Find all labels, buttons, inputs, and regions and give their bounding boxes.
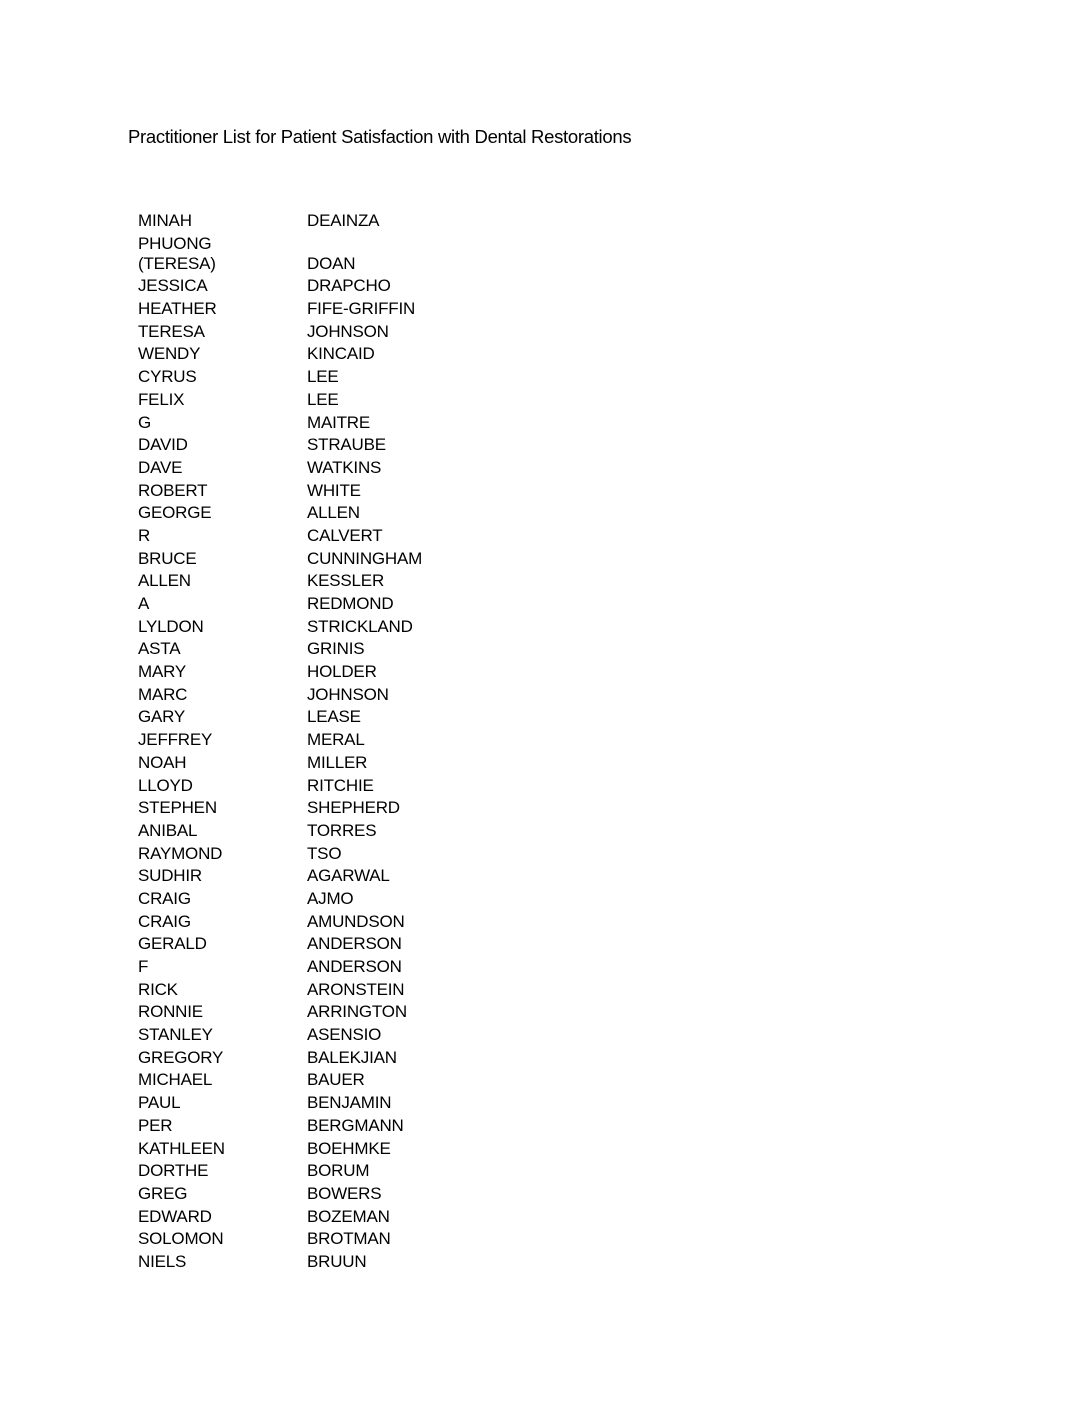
- practitioner-row: [138, 253, 507, 276]
- last-name: WATKINS: [307, 457, 382, 477]
- last-name: DOAN: [307, 253, 356, 273]
- first-name: JESSICA: [138, 276, 208, 296]
- practitioner-row: [138, 933, 507, 956]
- first-name: SOLOMON: [138, 1229, 224, 1249]
- first-name: GARY: [138, 707, 186, 727]
- first-name: GREG: [138, 1183, 188, 1203]
- first-name: GREGORY: [138, 1047, 224, 1067]
- last-name: BALEKJIAN: [307, 1047, 397, 1067]
- practitioner-row: [138, 210, 507, 233]
- practitioner-row: [138, 820, 507, 843]
- practitioner-row: [138, 956, 507, 979]
- practitioner-row: [138, 616, 507, 639]
- first-name: FELIX: [138, 389, 185, 409]
- practitioner-row: [138, 343, 507, 366]
- last-name: ASENSIO: [307, 1025, 382, 1045]
- practitioner-row: [138, 1115, 507, 1138]
- last-name: BAUER: [307, 1070, 365, 1090]
- first-name: MINAH: [138, 211, 192, 230]
- last-name: ARRINGTON: [307, 1002, 407, 1022]
- practitioner-row: [138, 865, 507, 888]
- first-name: PAUL: [138, 1093, 181, 1113]
- first-name: PER: [138, 1115, 173, 1135]
- practitioner-row: [138, 684, 507, 707]
- last-name: JOHNSON: [307, 321, 389, 341]
- practitioner-row: [138, 888, 507, 911]
- practitioner-row: [138, 1092, 507, 1115]
- first-name: (TERESA): [138, 253, 216, 273]
- practitioner-row: [138, 661, 507, 684]
- last-name: REDMOND: [307, 594, 394, 613]
- last-name: BOWERS: [307, 1183, 382, 1203]
- last-name: KINCAID: [307, 344, 375, 364]
- last-name: GRINIS: [307, 639, 365, 659]
- last-name: ANDERSON: [307, 957, 402, 976]
- practitioner-row: [138, 593, 507, 616]
- last-name: CALVERT: [307, 525, 383, 545]
- practitioner-row: [138, 1228, 507, 1251]
- practitioner-row: [138, 752, 507, 775]
- practitioner-row: [138, 233, 507, 253]
- last-name: LEE: [307, 367, 339, 387]
- first-name: ROBERT: [138, 480, 208, 500]
- first-name: GEORGE: [138, 503, 212, 523]
- first-name: A: [138, 594, 150, 613]
- last-name: MILLER: [307, 752, 368, 772]
- last-name: MAITRE: [307, 412, 371, 432]
- practitioner-row: [138, 1024, 507, 1047]
- first-name: WENDY: [138, 344, 201, 364]
- first-name: MARC: [138, 684, 188, 704]
- last-name: WHITE: [307, 480, 361, 500]
- practitioner-row: [138, 911, 507, 934]
- practitioner-row: [138, 321, 507, 344]
- first-name: RAYMOND: [138, 843, 223, 863]
- practitioner-list: [138, 210, 507, 1274]
- first-name: DAVE: [138, 457, 183, 477]
- first-name: PHUONG: [138, 233, 212, 253]
- last-name: AMUNDSON: [307, 911, 405, 931]
- first-name: MICHAEL: [138, 1070, 213, 1090]
- first-name: G: [138, 412, 152, 432]
- last-name: SHEPHERD: [307, 798, 400, 818]
- practitioner-row: [138, 1251, 507, 1274]
- practitioner-row: [138, 298, 507, 321]
- first-name: DAVID: [138, 435, 188, 455]
- practitioner-row: [138, 843, 507, 866]
- practitioner-row: [138, 1206, 507, 1229]
- first-name: STANLEY: [138, 1025, 213, 1045]
- first-name: EDWARD: [138, 1206, 212, 1226]
- last-name: MERAL: [307, 730, 365, 750]
- first-name: DORTHE: [138, 1161, 209, 1181]
- last-name: ARONSTEIN: [307, 979, 405, 999]
- first-name: GERALD: [138, 934, 207, 954]
- last-name: KESSLER: [307, 571, 385, 591]
- last-name: BRUUN: [307, 1251, 367, 1271]
- first-name: CRAIG: [138, 911, 191, 931]
- first-name: CYRUS: [138, 367, 197, 387]
- practitioner-row: [138, 979, 507, 1002]
- first-name: R: [138, 525, 151, 545]
- last-name: AJMO: [307, 888, 354, 908]
- first-name: TERESA: [138, 321, 205, 341]
- first-name: RICK: [138, 979, 178, 999]
- first-name: STEPHEN: [138, 798, 217, 818]
- practitioner-row: [138, 389, 507, 412]
- practitioner-row: [138, 434, 507, 457]
- first-name: KATHLEEN: [138, 1138, 225, 1158]
- first-name: HEATHER: [138, 299, 217, 319]
- last-name: TORRES: [307, 820, 377, 840]
- practitioner-row: [138, 1138, 507, 1161]
- practitioner-row: [138, 366, 507, 389]
- last-name: BENJAMIN: [307, 1093, 392, 1113]
- first-name: RONNIE: [138, 1002, 203, 1022]
- last-name: AGARWAL: [307, 866, 390, 886]
- last-name: ANDERSON: [307, 934, 402, 954]
- last-name: STRAUBE: [307, 435, 386, 455]
- last-name: DRAPCHO: [307, 276, 391, 296]
- first-name: ASTA: [138, 639, 181, 659]
- practitioner-row: [138, 412, 507, 435]
- last-name: DEAINZA: [307, 211, 380, 230]
- last-name: FIFE-GRIFFIN: [307, 299, 416, 319]
- first-name: BRUCE: [138, 548, 197, 568]
- first-name: NIELS: [138, 1251, 187, 1271]
- practitioner-row: [138, 1160, 507, 1183]
- page-title: Practitioner List for Patient Satisfaction with Dental Restorations: [128, 126, 632, 147]
- practitioner-row: [138, 1183, 507, 1206]
- practitioner-row: [138, 775, 507, 798]
- last-name: JOHNSON: [307, 684, 389, 704]
- first-name: CRAIG: [138, 888, 191, 908]
- last-name: BERGMANN: [307, 1115, 404, 1135]
- practitioner-row: [138, 275, 507, 298]
- practitioner-row: [138, 502, 507, 525]
- last-name: CUNNINGHAM: [307, 548, 423, 568]
- practitioner-row: [138, 525, 507, 548]
- first-name: SUDHIR: [138, 866, 202, 886]
- last-name: HOLDER: [307, 662, 377, 682]
- first-name: F: [138, 957, 149, 976]
- practitioner-row: [138, 797, 507, 820]
- first-name: NOAH: [138, 752, 187, 772]
- last-name: TSO: [307, 843, 342, 863]
- first-name: MARY: [138, 662, 187, 682]
- last-name: STRICKLAND: [307, 616, 413, 636]
- practitioner-row: [138, 1047, 507, 1070]
- practitioner-row: [138, 706, 507, 729]
- last-name: LEASE: [307, 707, 361, 727]
- practitioner-row: [138, 457, 507, 480]
- practitioner-row: [138, 729, 507, 752]
- last-name: BORUM: [307, 1161, 370, 1181]
- first-name: LLOYD: [138, 775, 193, 795]
- practitioner-row: [138, 480, 507, 503]
- practitioner-row: [138, 548, 507, 571]
- last-name: BOEHMKE: [307, 1138, 391, 1158]
- first-name: ALLEN: [138, 571, 191, 591]
- first-name: JEFFREY: [138, 730, 213, 750]
- last-name: ALLEN: [307, 503, 360, 523]
- first-name: ANIBAL: [138, 820, 198, 840]
- last-name: [307, 233, 507, 253]
- practitioner-row: [138, 638, 507, 661]
- practitioner-row: [138, 570, 507, 593]
- last-name: LEE: [307, 389, 339, 409]
- practitioner-row: [138, 1069, 507, 1092]
- practitioner-row: [138, 1001, 507, 1024]
- first-name: LYLDON: [138, 616, 204, 636]
- last-name: BOZEMAN: [307, 1206, 390, 1226]
- last-name: BROTMAN: [307, 1229, 391, 1249]
- last-name: RITCHIE: [307, 775, 374, 795]
